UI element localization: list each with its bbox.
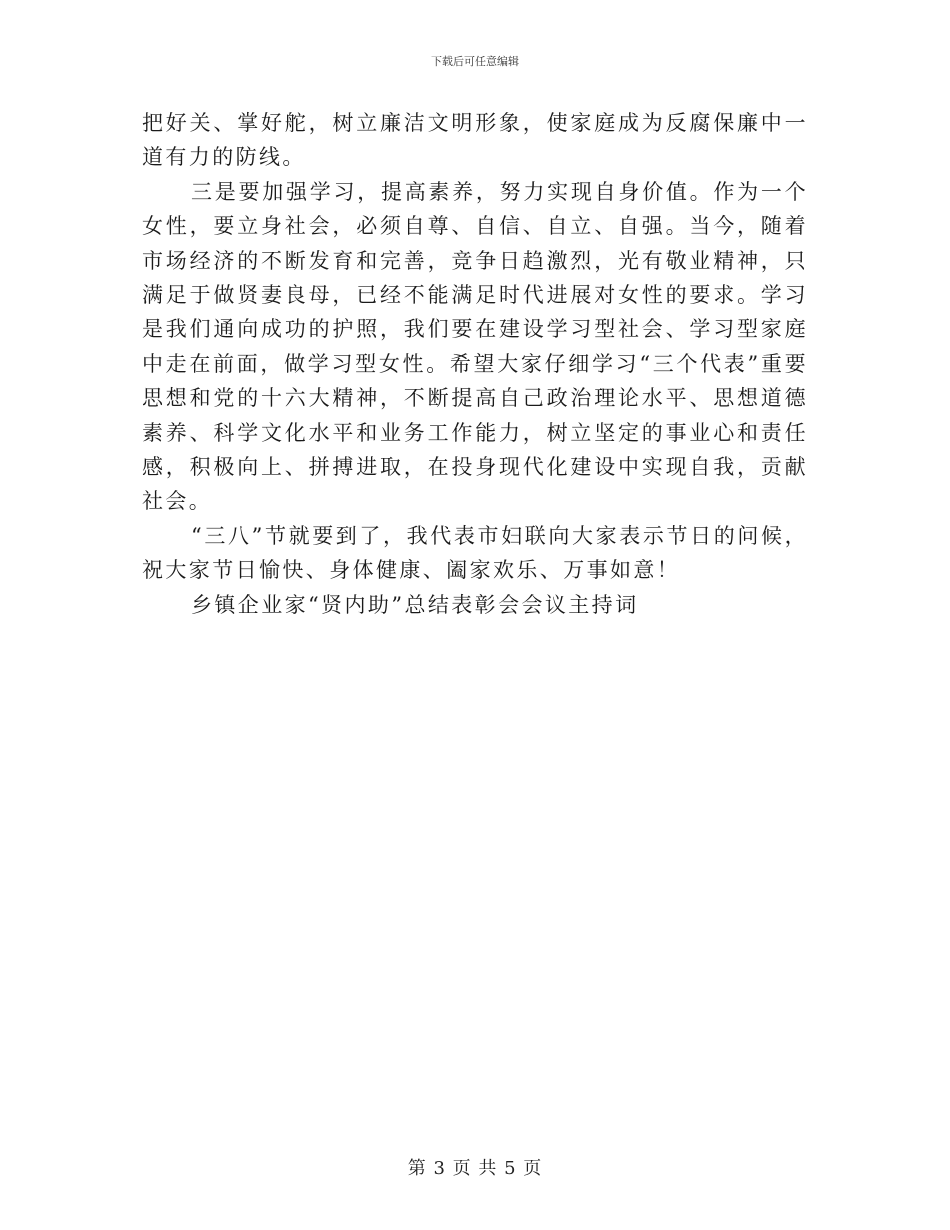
paragraph-greeting: “三八”节就要到了，我代表市妇联向大家表示节日的问候，祝大家节日愉快、身体健康、阖家欢乐、万事如意！	[142, 523, 808, 583]
page-header: 下载后可任意编辑	[431, 55, 519, 68]
document-body	[142, 106, 808, 622]
section-title: 乡镇企业家“贤内助”总结表彰会会议主持词	[191, 592, 639, 617]
paragraph-study: 三是要加强学习，提高素养，努力实现自身价值。作为一个女性，要立身社会，必须自尊、自信、自立、自强。当今，随着市场经济的不断发育和完善，竞争日趋激烈，光有敬业精神，只满足于做贤妻良母，已经不能满足时代进展对女性的要求。学习是我们通向成功的护照，我们要在建设学习型社会、学习型家庭中走在前面，做学习型女性。希望大家仔细学习“三个代表”重要思想和党的十六大精神，不断提高自己政治理论水平、思想道德素养、科学文化水平和业务工作能力，树立坚定的事业心和责任感，积极向上、拼搏进取，在投身现代化建设中实现自我，贡献社会。	[142, 179, 808, 514]
page-footer: 第 3 页 共 5 页	[407, 1158, 543, 1179]
paragraph-continued: 把好关、掌好舵，树立廉洁文明形象，使家庭成为反腐保廉中一道有力的防线。	[142, 111, 808, 170]
